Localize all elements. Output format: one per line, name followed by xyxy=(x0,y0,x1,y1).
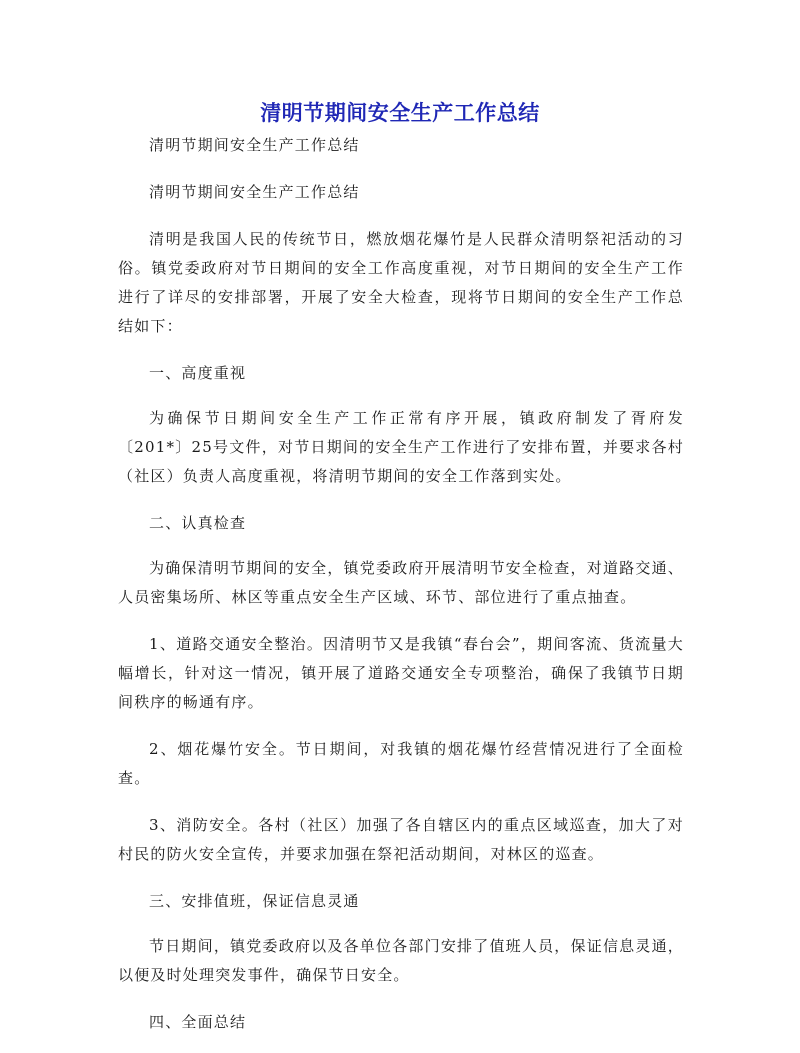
paragraph-item-fire-safety: 3、消防安全。各村（社区）加强了各自辖区内的重点区域巡查，加大了对村民的防火安全宣传，并要求加强在祭祀活动期间，对林区的巡查。 xyxy=(118,816,684,863)
section-heading-3: 三、安排值班，保证信息灵通 xyxy=(149,892,360,910)
paragraph-section-3: 节日期间，镇党委政府以及各单位各部门安排了值班人员，保证信息灵通，以便及时处理突发事件，确保节日安全。 xyxy=(118,937,684,984)
paragraph-repeated-title-2: 清明节期间安全生产工作总结 xyxy=(149,183,360,201)
section-heading-4: 四、全面总结 xyxy=(149,1013,247,1031)
paragraph-item-fireworks: 2、烟花爆竹安全。节日期间，对我镇的烟花爆竹经营情况进行了全面检查。 xyxy=(118,740,684,787)
document-body xyxy=(118,131,684,1053)
document-title: 清明节期间安全生产工作总结 xyxy=(260,101,540,125)
paragraph-repeated-title-1: 清明节期间安全生产工作总结 xyxy=(149,136,360,154)
paragraph-item-road-traffic: 1、道路交通安全整治。因清明节又是我镇“春台会”，期间客流、货流量大幅增长，针对这一情况，镇开展了道路交通安全专项整治，确保了我镇节日期间秩序的畅通有序。 xyxy=(118,635,684,711)
paragraph-section-1: 为确保节日期间安全生产工作正常有序开展，镇政府制发了胥府发〔201*〕25号文件，对节日期间的安全生产工作进行了安排布置，并要求各村（社区）负责人高度重视，将清明节期间的安全工作落到实处。 xyxy=(118,409,684,485)
section-heading-1: 一、高度重视 xyxy=(149,364,247,382)
section-heading-2: 二、认真检查 xyxy=(149,514,247,532)
paragraph-introduction: 清明是我国人民的传统节日，燃放烟花爆竹是人民群众清明祭祀活动的习俗。镇党委政府对节日期间的安全工作高度重视，对节日期间的安全生产工作进行了详尽的安排部署，开展了安全大检查，现将节日期间的安全生产工作总结如下： xyxy=(118,230,684,335)
paragraph-section-2-intro: 为确保清明节期间的安全，镇党委政府开展清明节安全检查，对道路交通、人员密集场所、林区等重点安全生产区域、环节、部位进行了重点抽查。 xyxy=(118,559,684,606)
